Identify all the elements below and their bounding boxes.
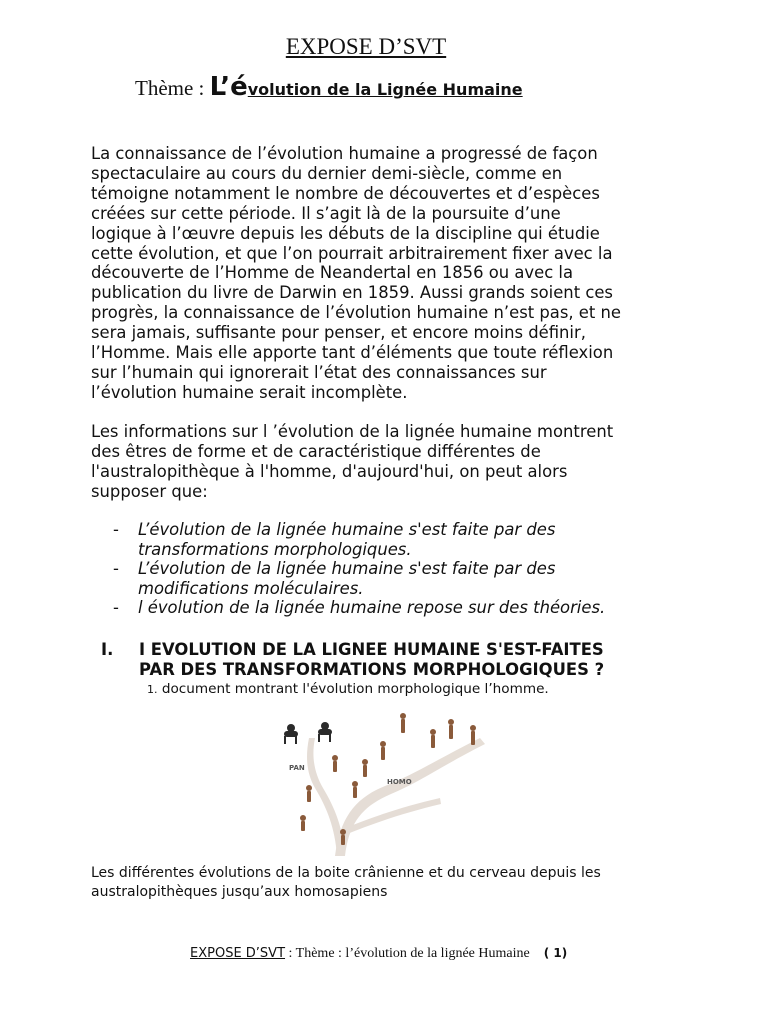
homo-ergaster-icon xyxy=(380,741,386,760)
page-number: ( 1) xyxy=(543,946,568,960)
homo-habilis-icon xyxy=(362,759,368,777)
list-dash: - xyxy=(113,559,119,579)
document-caption xyxy=(147,681,549,697)
info-paragraph xyxy=(91,422,691,502)
closing-line: Les différentes évolutions de la boite crânienne et du cerveau depuis les xyxy=(91,865,601,881)
homo-label: HOMO xyxy=(387,778,412,786)
paranthropus-icon xyxy=(332,755,338,772)
theme-initial: L’é xyxy=(209,72,248,102)
document-title: EXPOSE D’SVT xyxy=(285,34,447,59)
chimp-icon xyxy=(284,724,298,744)
hypothesis-line: l évolution de la lignée humaine repose sur des théories. xyxy=(138,598,606,618)
australopithecus-icon xyxy=(352,781,358,798)
theme-heading xyxy=(135,72,523,102)
intro-line: La connaissance de l’évolution humaine a progressé de façon xyxy=(91,144,598,163)
footer-title: EXPOSE D’SVT xyxy=(190,946,286,961)
hypothesis-line: transformations morphologiques. xyxy=(138,539,412,559)
ape-figures xyxy=(284,722,332,744)
info-line: Les informations sur l ’évolution de la lignée humaine montrent xyxy=(91,422,614,441)
hypothesis-item xyxy=(113,520,605,559)
orrorin-icon xyxy=(300,815,306,831)
closing-paragraph xyxy=(91,864,601,902)
ardipithecus-icon xyxy=(306,785,312,802)
evolution-tree-illustration xyxy=(265,698,525,858)
hypothesis-line: L’évolution de la lignée humaine s'est faite par des xyxy=(138,559,556,579)
intro-line: cette évolution, et que l’on pourrait arbitrairement fixer avec la xyxy=(91,243,613,263)
intro-line: créées sur cette période. Il s’agit là de la poursuite d’une xyxy=(91,203,561,223)
hypothesis-line: L’évolution de la lignée humaine s'est faite par des xyxy=(138,520,556,539)
section-title-line: PAR DES TRANSFORMATIONS MORPHOLOGIQUES ? xyxy=(139,660,605,679)
intro-line: l’Homme. Mais elle apporte tant d’éléments que toute réflexion xyxy=(91,343,614,363)
caption-number: 1. xyxy=(147,683,158,696)
intro-line: sur l’humain qui ignorerait l’état des connaissances sur xyxy=(91,362,547,382)
intro-line: témoigne notamment le nombre de découvertes et d’espèces xyxy=(91,183,600,203)
intro-line: publication du livre de Darwin en 1859. Aussi grands soient ces xyxy=(91,283,613,303)
intro-line: progrès, la connaissance de l’évolution humaine n’est pas, et ne xyxy=(91,303,621,323)
intro-line: spectaculaire au cours du dernier demi-siècle, comme en xyxy=(91,163,563,183)
hypothesis-item xyxy=(113,559,605,598)
homo-sapiens-icon xyxy=(448,719,454,739)
section-number: I. xyxy=(101,640,114,659)
evolution-figure xyxy=(265,698,525,858)
pan-label: PAN xyxy=(289,764,305,772)
info-line: l'australopithèque à l'homme, d'aujourd'hui, on peut alors xyxy=(91,461,568,481)
hypothesis-list xyxy=(113,520,605,618)
caption-text: document montrant l'évolution morphologique l’homme. xyxy=(161,681,549,697)
intro-line: logique à l’œuvre depuis les débuts de la discipline qui étudie xyxy=(91,223,600,243)
hypothesis-line: modifications moléculaires. xyxy=(138,578,364,598)
intro-line: découverte de l’Homme de Neandertal en 1856 ou avec la xyxy=(91,263,574,283)
info-line: supposer que: xyxy=(91,481,208,501)
theme-title: volution de la Lignée Humaine xyxy=(247,80,523,99)
closing-line: australopithèques jusqu’aux homosapiens xyxy=(91,884,388,900)
homo-branch xyxy=(335,738,485,856)
hypothesis-item xyxy=(113,598,605,618)
section-title-line: I EVOLUTION DE LA LIGNEE HUMAINE S'EST-FAITES xyxy=(139,640,604,659)
intro-line: l’évolution humaine serait incomplète. xyxy=(91,382,408,402)
intro-line: sera jamais, suffisante pour penser, et encore moins définir, xyxy=(91,323,586,343)
pan-branch xyxy=(307,738,345,856)
list-dash: - xyxy=(113,520,119,539)
theme-label: Thème : xyxy=(135,76,210,100)
list-dash: - xyxy=(113,598,119,618)
intro-paragraph xyxy=(91,144,691,403)
homo-erectus-icon xyxy=(400,713,406,733)
footer-theme: : Thème : l’évolution de la lignée Humaine xyxy=(285,946,530,961)
bonobo-icon xyxy=(318,722,332,742)
info-line: des êtres de forme et de caractéristique différentes de xyxy=(91,441,541,461)
page-footer xyxy=(190,946,567,962)
homo-heidelbergensis-icon xyxy=(430,729,436,748)
